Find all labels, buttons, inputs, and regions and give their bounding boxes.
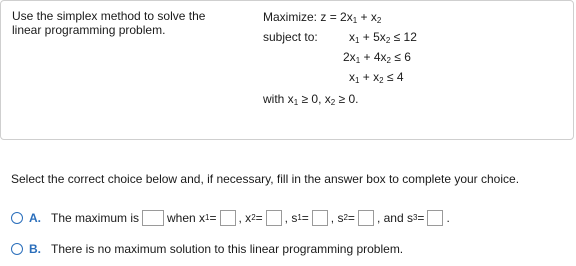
label-x2: , x xyxy=(238,211,252,225)
s1-answer-box[interactable] xyxy=(312,210,328,226)
nonneg-pre: with x xyxy=(263,92,294,106)
nonnegativity xyxy=(263,91,358,107)
eq-s2: = xyxy=(347,211,355,225)
choice-a-text-when: when x xyxy=(167,211,206,225)
c2-term-a: 2x xyxy=(343,50,356,64)
choice-b-letter: B. xyxy=(29,242,41,256)
x2-answer-box[interactable] xyxy=(266,210,282,226)
eq-s3: = xyxy=(417,211,425,225)
c2-sub1: 1 xyxy=(355,56,361,65)
choice-a-text-max: The maximum is xyxy=(51,211,140,225)
label-s2: , s xyxy=(330,211,344,225)
objective-rest: + x xyxy=(357,10,377,24)
eq-s1: = xyxy=(301,211,309,225)
c3-term-b: + x xyxy=(359,70,380,84)
c1-term-a: x xyxy=(349,30,355,44)
problem-prompt: Use the simplex method to solve the linear programming problem. xyxy=(12,9,206,37)
subject-to-label: subject to: xyxy=(263,30,318,44)
c2-term-b: + 4x xyxy=(360,50,387,64)
x1-answer-box[interactable] xyxy=(220,210,236,226)
constraint-2 xyxy=(343,49,411,65)
c1-sub2: 2 xyxy=(385,36,391,45)
choice-b[interactable] xyxy=(11,242,403,256)
c3-rhs: ≤ 4 xyxy=(383,70,404,84)
max-answer-box[interactable] xyxy=(142,210,164,226)
eq-x2: = xyxy=(255,211,263,225)
s3-answer-box[interactable] xyxy=(427,210,443,226)
c1-term-b: + 5x xyxy=(359,30,386,44)
objective-row xyxy=(263,9,381,25)
choice-b-radio[interactable] xyxy=(11,243,23,255)
choice-a[interactable]: A. The maximum is when x 1 = , x 2 = , s 1 = , s 2 = , and s 3 = . xyxy=(11,210,450,226)
label-s1: , s xyxy=(284,211,298,225)
eq-x1: = xyxy=(209,211,217,225)
c1-rhs: ≤ 12 xyxy=(390,30,417,44)
nonneg-post: ≥ 0. xyxy=(335,92,359,106)
nonneg-sub2: 2 xyxy=(330,98,336,107)
maximize-label: Maximize: xyxy=(263,10,318,24)
c3-sub1: 1 xyxy=(355,76,360,85)
objective-sub1: 1 xyxy=(352,16,358,25)
objective-lhs: z = 2x xyxy=(320,10,353,24)
label-s3: , and s xyxy=(376,211,413,225)
choice-a-letter: A. xyxy=(29,211,41,225)
c2-sub2: 2 xyxy=(386,56,391,65)
constraint-3 xyxy=(349,69,404,85)
c3-sub2: 2 xyxy=(379,76,384,85)
c1-sub1: 1 xyxy=(355,36,360,45)
instruction-text: Select the correct choice below and, if necessary, fill in the answer box to complete your choice. xyxy=(11,172,520,186)
c3-term-a: x xyxy=(349,70,355,84)
constraint-1 xyxy=(349,29,417,45)
c2-rhs: ≤ 6 xyxy=(390,50,411,64)
choice-a-end: . xyxy=(446,211,450,225)
nonneg-mid: ≥ 0, x xyxy=(298,92,331,106)
choice-a-radio[interactable] xyxy=(11,212,23,224)
nonneg-sub1: 1 xyxy=(293,98,299,107)
s2-answer-box[interactable] xyxy=(358,210,374,226)
choice-b-text: There is no maximum solution to this linear programming problem. xyxy=(51,242,404,256)
objective-sub2: 2 xyxy=(376,16,382,25)
